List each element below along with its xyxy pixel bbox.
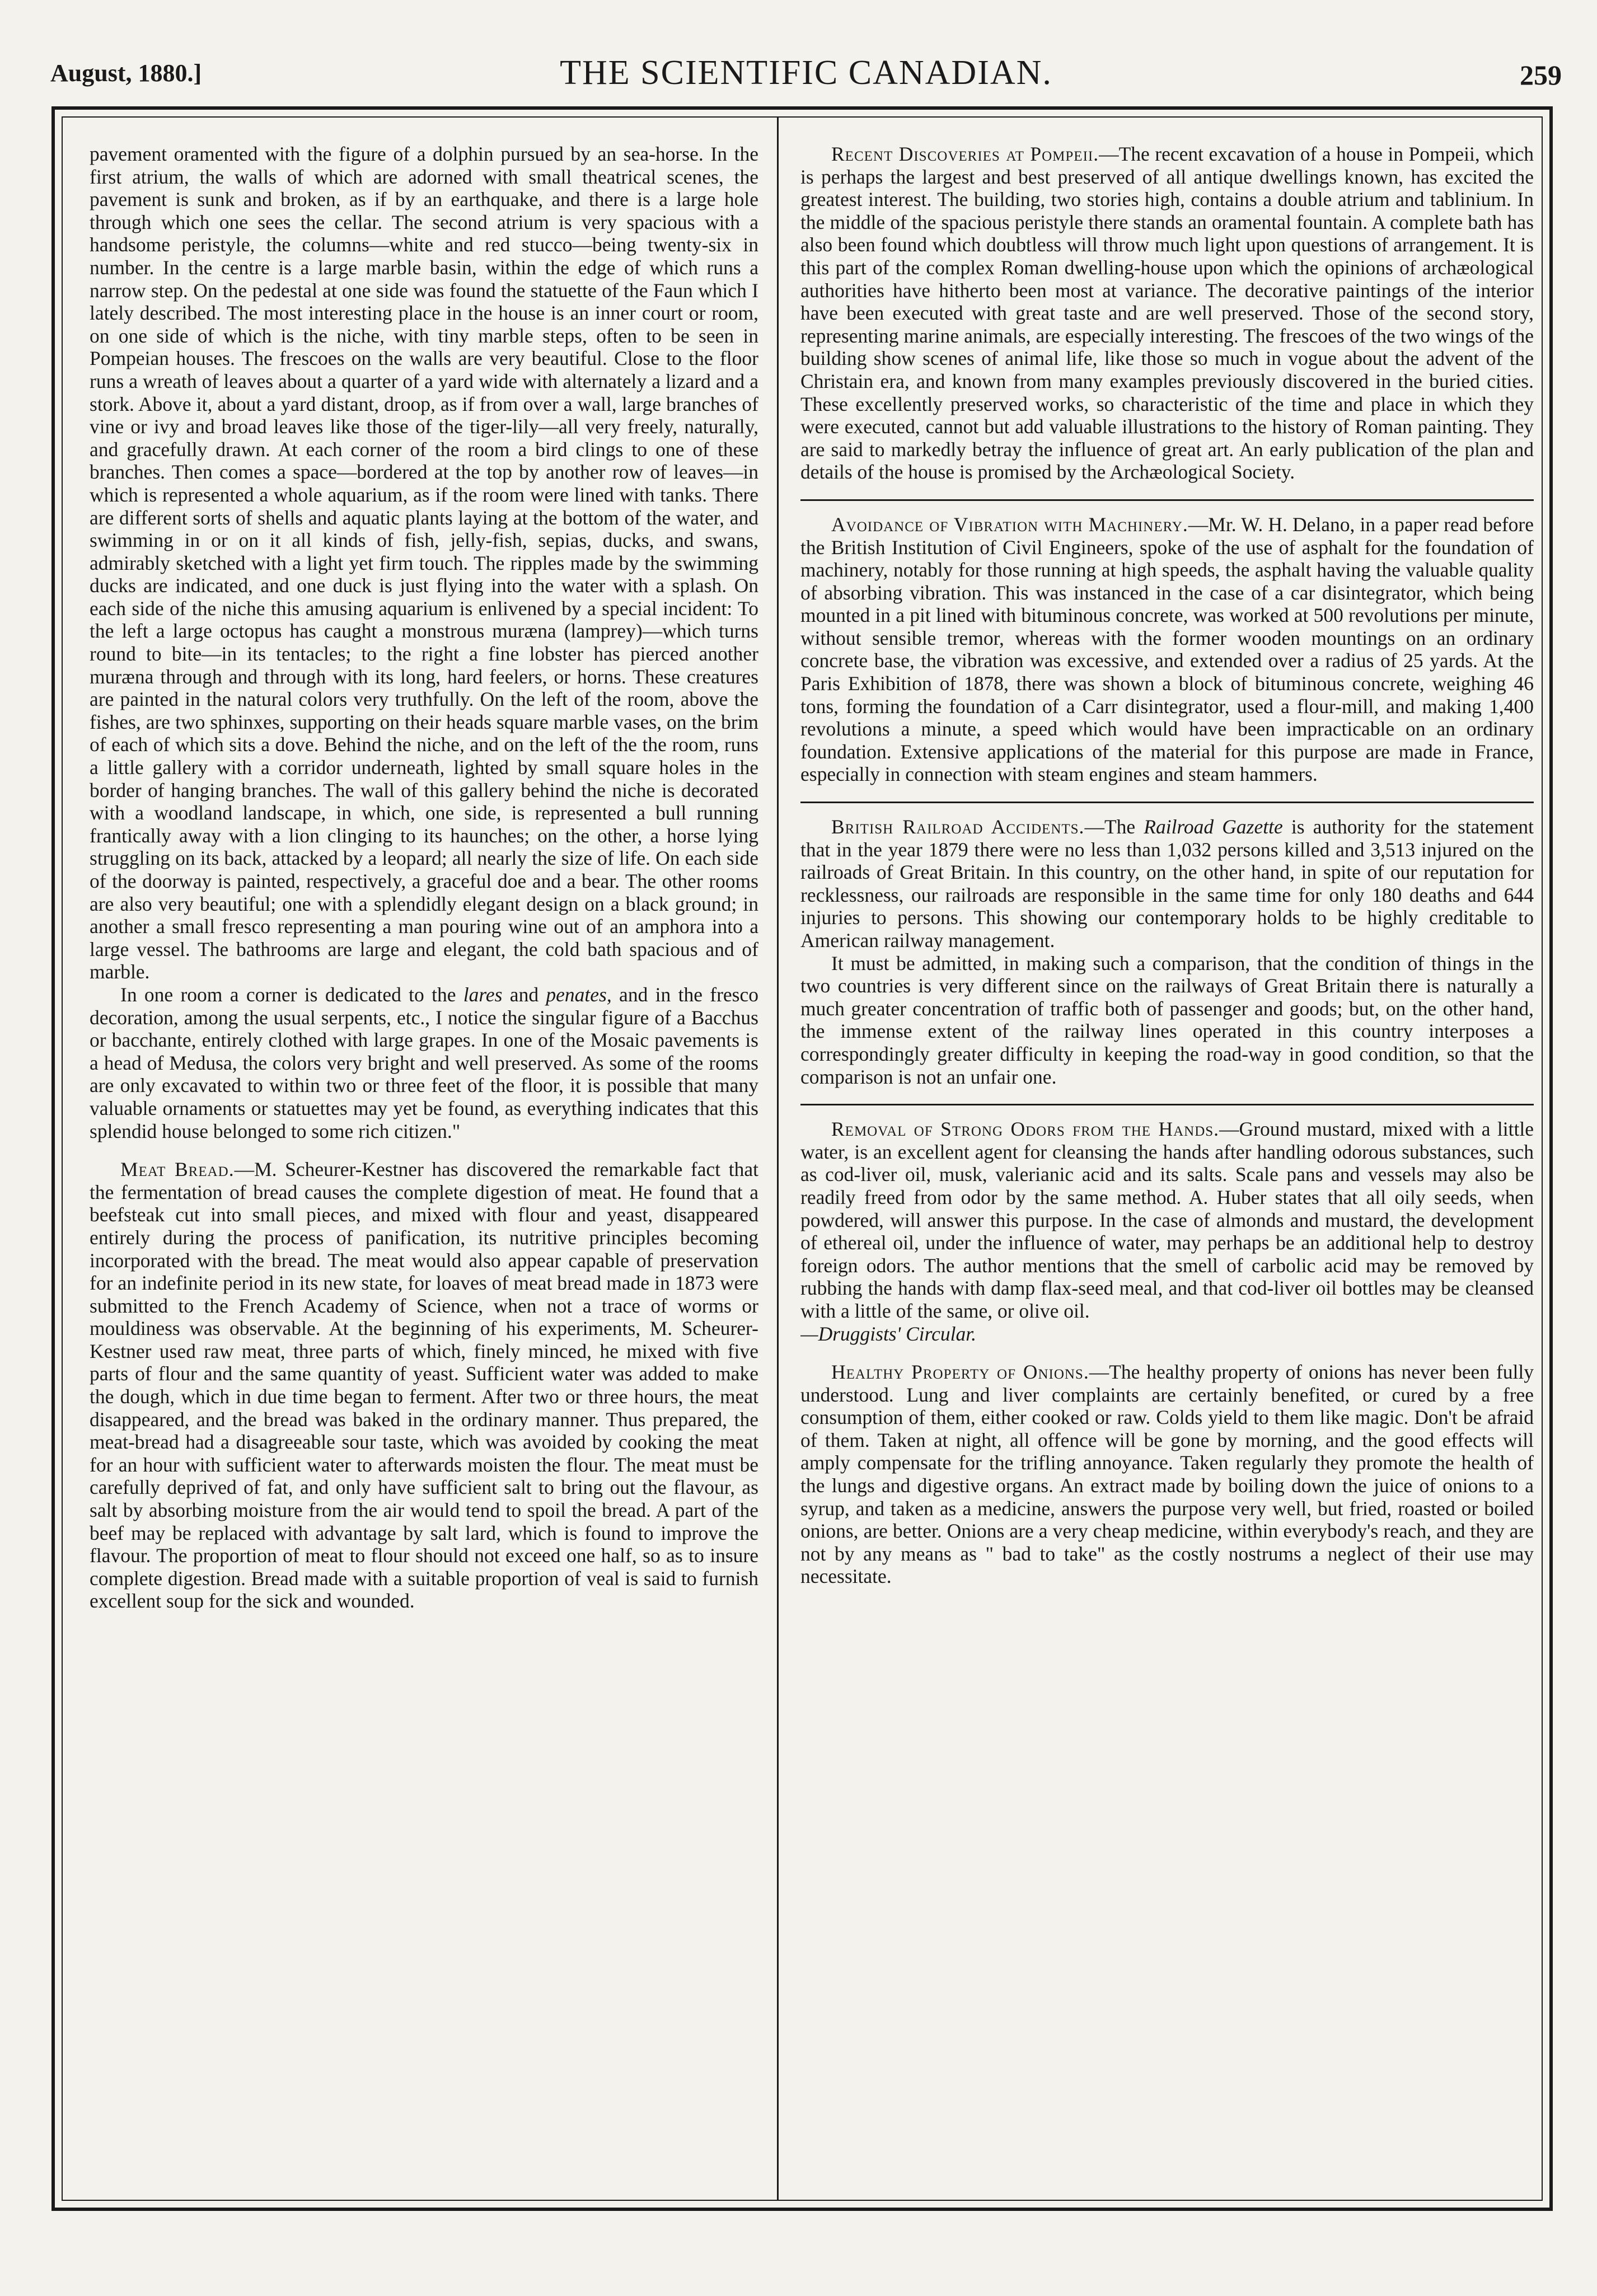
article-pompeii bbox=[800, 143, 1534, 484]
page-header bbox=[50, 53, 1562, 104]
italic-penates: penates, bbox=[546, 983, 612, 1006]
article-heading: Removal of Strong Odors from the Hands. bbox=[831, 1118, 1220, 1141]
article-body bbox=[90, 1158, 758, 1613]
column-divider bbox=[777, 118, 779, 2200]
article-pompeii-continued bbox=[90, 143, 758, 1142]
article-body bbox=[90, 983, 758, 1142]
text-run: and in the fresco decoration, among the usual serpents, etc., I notice the singular figure of a Bacchus or bacchante, entirely clothed with large grapes. In one of the Mosaic pavements is a head of Medusa, the colors very bright and well preserved. As some of the rooms are only excavated to within two or three feet of the floor, it is possible that many valuable ornaments or statuettes may yet be found, as everything indicates that this splendid house belonged to some rich citizen." bbox=[90, 983, 758, 1142]
article-divider bbox=[800, 499, 1534, 501]
page-frame bbox=[51, 106, 1553, 2211]
article-body bbox=[800, 1118, 1534, 1322]
text-run: —Mr. W. H. Delano, in a paper read before the British Institution of Civil Engineers, spoke of the use of asphalt for the foundation of machinery, notably for those running at high speeds, the asphalt having the valuable quality of absorbing vibration. This was instanced in the case of a car disintegrator, which being mounted in a pit lined with bituminous concrete, was worked at 500 revolutions per minute, without sensible tremor, whereas with the former wooden mountings on an ordinary concrete base, the vibration was excessive, and extended over a radius of 25 yards. At the Paris Exhibition of 1878, there was shown a block of bituminous concrete, weighing 46 tons, forming the foundation of a Carr disintegrator, used a flour-mill, and making 1,400 revolutions a minute, a speed which would have been impracticable on an ordinary foundation. Extensive applications of the material for this purpose are made in France, especially in connection with steam engines and steam hammers. bbox=[800, 513, 1534, 786]
right-column bbox=[800, 143, 1534, 2183]
text-run: —The bbox=[1084, 816, 1144, 838]
italic-railroad-gazette: Railroad Gazette bbox=[1144, 816, 1283, 838]
page-number: 259 bbox=[1520, 59, 1562, 91]
italic-lares: lares bbox=[463, 983, 503, 1006]
article-body: pavement oramented with the figure of a dolphin pursued by an sea-horse. In the first atrium, the walls of which are adorned with small theatrical scenes, the pavement is sunk and broken, as if by an earthquake, and there is a large hole through which one sees the cellar. The second atrium is very spacious with a handsome peristyle, the columns—white and red stucco—being twenty-six in number. In the centre is a large marble basin, within the edge of which runs a narrow step. On the pedestal at one side was found the statuette of the Faun which I lately described. The most interesting place in the house is an inner court or room, on one side of which is the niche, with tiny marble steps, often to be seen in Pompeian houses. The frescoes on the walls are very beautiful. Close to the floor runs a wreath of leaves about a quarter of a yard wide with alternately a lizard and a stork. Above it, about a yard distant, droop, as if from over a wall, large branches of vine or ivy and broad leaves like those of the tiger-lily—all very freely, naturally, and gracefully drawn. At each corner of the room a bird clings to one of these branches. Then comes a space—bordered at the top by another row of leaves—in which is represented a whole aquarium, as if the room were lined with tanks. There are different sorts of shells and aquatic plants laying at the bottom of the water, and swimming in or on it all kinds of fish, jelly-fish, sepias, ducks, and swans, admirably sketched with a light yet firm touch. The ripples made by the swimming ducks are indicated, and one duck is just flying into the water with a splash. On each side of the niche this amusing aquarium is enlivened by a special incident: To the left a large octopus has caught a monstrous muræna (lamprey)—which turns round to bite—in its tentacles; to the right a fine lobster has pierced another muræna through and through with its long, hard feelers, or horns. These creatures are painted in the natural colors very truthfully. On the left of the room, above the fishes, are two sphinxes, supporting on their heads square marble vases, on the brim of each of which sits a dove. Behind the niche, and on the left of the the room, runs a little gallery with a corridor underneath, lighted by small square holes in the border of hanging branches. The wall of this gallery behind the niche is decorated with a woodland landscape, in which, one side, is represented a bull running frantically away with a lion clinging to its haunches; on the other, a horse lying struggling on its back, attacked by a leopard; all nearly the size of life. On each side of the doorway is painted, respectively, a graceful doe and a bear. The other rooms are also very beautiful; one with a splendidly elegant design on a black ground; in another a small fresco representing a man pouring wine out of an amphora into a large vessel. The bathrooms are large and elegant, the cold bath spacious and of marble. bbox=[90, 143, 758, 983]
article-body bbox=[800, 816, 1534, 952]
text-run: is authority for the statement that in the year 1879 there were no less than 1,032 persons killed and 3,513 injured on the railroads of Great Britain. In this country, on the other hand, in spite of our reputation for recklessness, our railroads are responsible in the same time for only 180 deaths and 644 injuries to persons. This showing our contemporary holds to be highly creditable to American railway management. bbox=[800, 816, 1534, 952]
page-frame-inner bbox=[62, 116, 1543, 2201]
article-heading: Meat Bread. bbox=[120, 1158, 235, 1181]
article-source: —Druggists' Circular. bbox=[800, 1322, 977, 1345]
article-onions bbox=[800, 1361, 1534, 1588]
article-meat-bread bbox=[90, 1158, 758, 1613]
text-run: —Ground mustard, mixed with a little water, is an excellent agent for cleansing the hands after handling odorous substances, such as cod-liver oil, musk, valerianic acid and its salts. Scale pans and vessels may also be readily freed from odor by the same method. A. Huber states that all oily seeds, when powdered, will answer this purpose. In the case of almonds and mustard, the development of ethereal oil, under the influence of water, may perhaps be an additional help to destroy foreign odors. The author mentions that the smell of carbolic acid may be removed by rubbing the hands with damp flax-seed meal, and that cod-liver oil bottles may be cleansed with a little of the same, or olive oil. bbox=[800, 1118, 1534, 1322]
left-column bbox=[90, 143, 758, 2183]
issue-date: August, 1880.] bbox=[50, 59, 202, 87]
article-divider bbox=[800, 1104, 1534, 1105]
article-heading: British Railroad Accidents. bbox=[831, 816, 1085, 838]
article-body: It must be admitted, in making such a comparison, that the condition of things in the two countries is very different since on the railways of Great Britain there is naturally a much greater concentration of traffic both of passenger and goods; but, on the other hand, the immense extent of the railway lines operated in this country interposes a correspondingly greater difficulty in keeping the road-way in good condition, so that the comparison is not an unfair one. bbox=[800, 952, 1534, 1088]
article-body bbox=[800, 143, 1534, 484]
article-heading: Recent Discoveries at Pompeii. bbox=[831, 143, 1099, 165]
article-heading: Healthy Property of Onions. bbox=[831, 1361, 1089, 1384]
text-run: In one room a corner is dedicated to the bbox=[120, 983, 463, 1006]
text-run: and bbox=[502, 983, 546, 1006]
publication-title: THE SCIENTIFIC CANADIAN. bbox=[560, 54, 1052, 92]
article-body bbox=[800, 1361, 1534, 1588]
article-heading: Avoidance of Vibration with Machinery. bbox=[831, 513, 1188, 536]
article-body bbox=[800, 513, 1534, 786]
article-divider bbox=[800, 802, 1534, 803]
text-run: —The healthy property of onions has never been fully understood. Lung and liver complaints are certainly benefited, or cured by a free consumption of them, either cooked or raw. Colds yield to them like magic. Don't be afraid of them. Taken at night, all offence will be gone by morning, and the good effects will amply compensate for the trifling annoyance. Taken regularly they promote the health of the lungs and digestive organs. An extract made by boiling down the juice of onions to a syrup, and taken as a medicine, answers the purpose very well, but fried, roasted or boiled onions, are better. Onions are a very cheap medicine, within everybody's reach, and they are not by any means as " bad to take" as the costly nostrums a neglect of their use may necessitate. bbox=[800, 1361, 1534, 1588]
text-run: —The recent excavation of a house in Pompeii, which is perhaps the largest and best preserved of all antique dwellings known, has excited the greatest interest. The building, two stories high, contains a double atrium and tablinium. In the middle of the spacious peristyle there stands an oramental fountain. A complete bath has also been found which doubtless will throw much light upon questions of arrangement. It is this part of the complex Roman dwelling-house upon which the opinions of archæological authorities have hitherto been most at variance. The decorative paintings of the interior have been executed with great taste and are well preserved. Those of the second story, representing marine animals, are especially interesting. The frescoes of the two wings of the building show scenes of animal life, like those so much in vogue about the advent of the Christain era, and known from many examples previously discovered in the buried cities. These excellently preserved works, so characteristic of the time and place in which they were executed, cannot but add valuable illustrations to the history of Roman painting. They are said to markedly betray the influence of great art. An early publication of the plan and details of the house is promised by the Archæological Society. bbox=[800, 143, 1534, 484]
article-vibration bbox=[800, 513, 1534, 786]
article-odors bbox=[800, 1118, 1534, 1345]
article-railroad bbox=[800, 816, 1534, 1088]
text-run: —M. Scheurer-Kestner has discovered the remarkable fact that the fermentation of bread causes the complete digestion of meat. He found that a beefsteak cut into small pieces, and mixed with flour and yeast, disappeared entirely during the process of panification, its nutritive principles becoming incorporated with the bread. The meat would also appear capable of preservation for an indefinite period in its new state, for loaves of meat bread made in 1873 were submitted to the French Academy of Science, when not a trace of worms or mouldiness was observable. At the beginning of his experiments, M. Scheurer-Kestner used raw meat, three parts of which, finely minced, he mixed with five parts of flour and the same quantity of yeast. Sufficient water was added to make the dough, which in due time began to ferment. After two or three hours, the meat disappeared, and the bread was baked in the ordinary manner. Thus prepared, the meat-bread had a disagreeable sour taste, which was avoided by cooking the meat for an hour with sufficient water to afterwards moisten the flour. The meat must be carefully deprived of fat, and only have sufficient salt to bring out the flavour, as salt by absorbing moisture from the air would tend to spoil the bread. A part of the beef may be replaced with advantage by salt lard, which is found to improve the flavour. The proportion of meat to flour should not exceed one half, so as to insure complete digestion. Bread made with a suitable proportion of veal is said to furnish excellent soup for the sick and wounded. bbox=[90, 1158, 758, 1613]
